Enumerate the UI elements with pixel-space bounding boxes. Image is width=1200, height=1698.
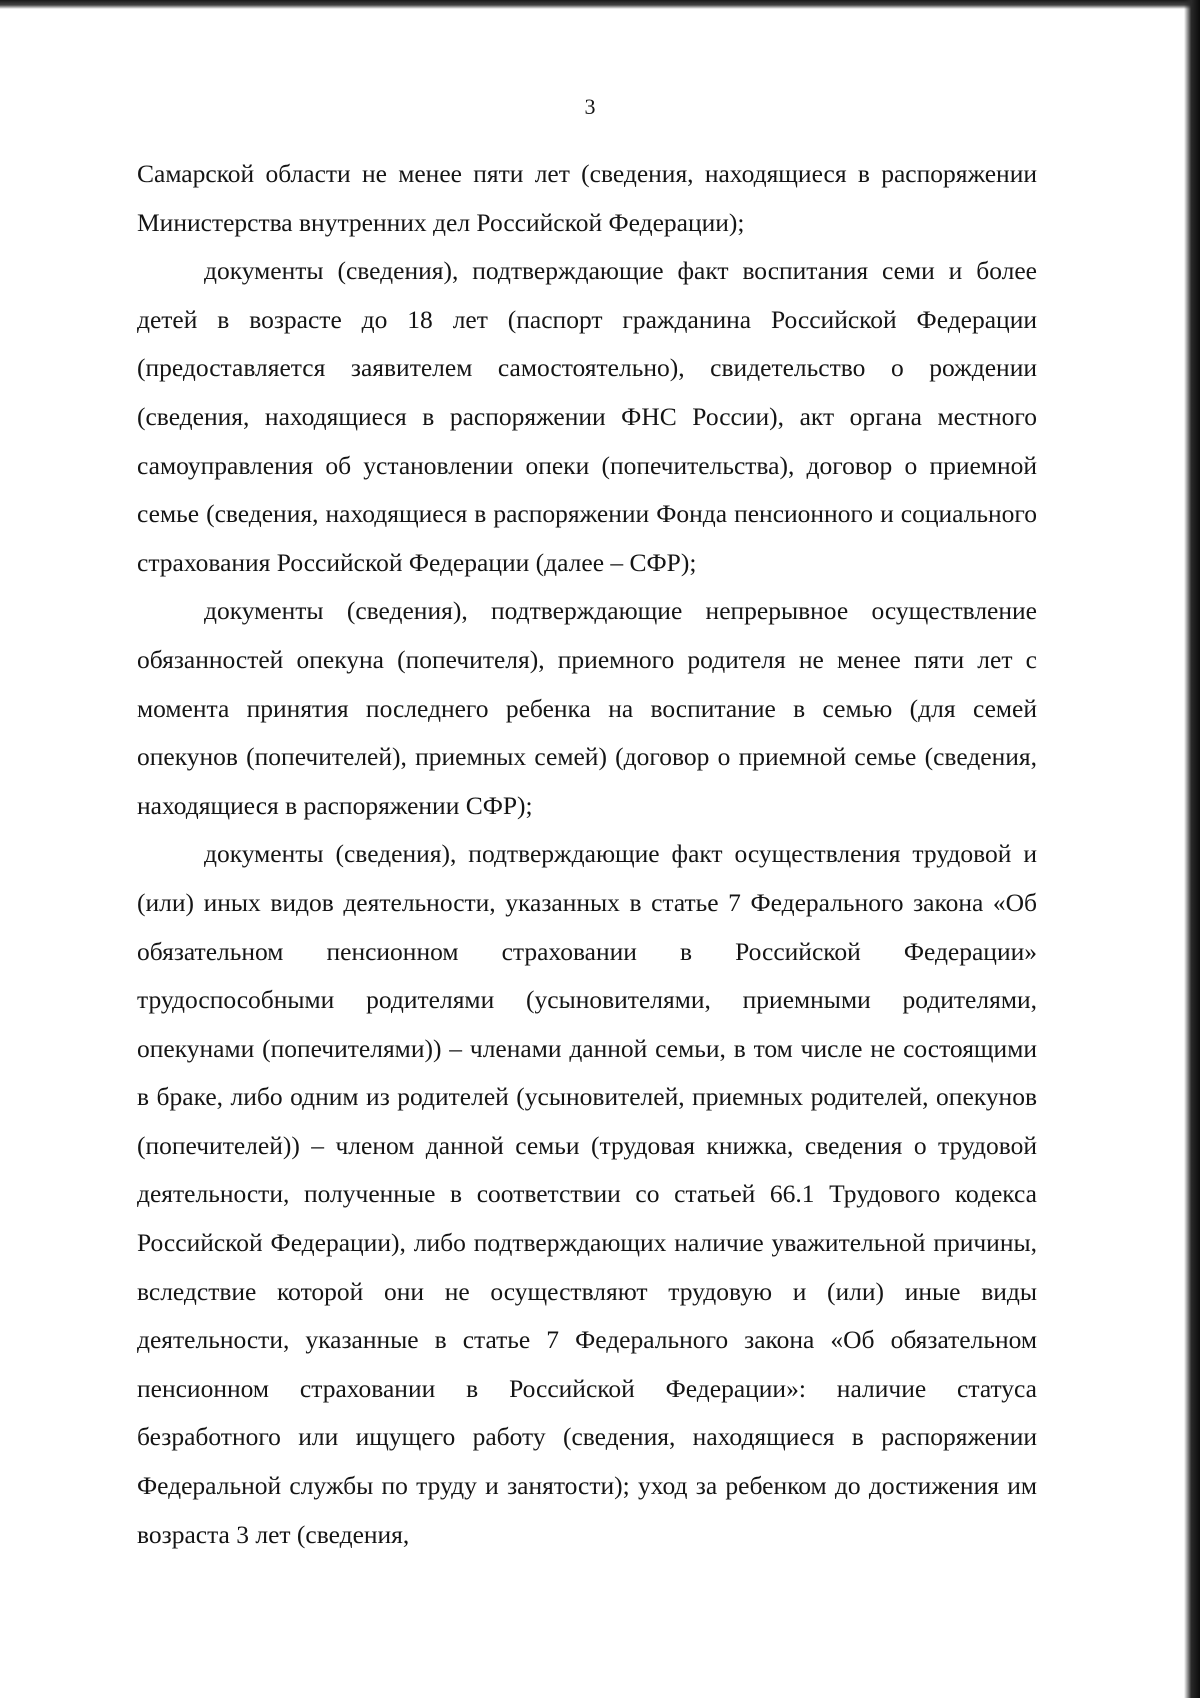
scan-right-edge: [1184, 0, 1200, 1698]
document-body: [137, 150, 1037, 1559]
page-number: 3: [584, 94, 596, 119]
paragraph-large-family-documents: документы (сведения), подтверждающие факт воспитания семи и более детей в возрасте до 18 лет (паспорт гражданина Российской Федерации (предоставляется заявителем самостоятельно), свидетельство о рождении (сведения, находящиеся в распоряжении ФНС России), акт органа местного самоуправления об установлении опеки (попечительства), договор о приемной семье (сведения, находящиеся в распоряжении Фонда пенсионного и социального страхования Российской Федерации (далее – СФР);: [137, 256, 1037, 577]
scan-top-edge: [0, 0, 1200, 9]
paragraph-guardian-duties-documents: документы (сведения), подтверждающие непрерывное осуществление обязанностей опекуна (попечителя), приемного родителя не менее пяти лет с момента принятия последнего ребенка на воспитание в семью (для семей опекунов (попечителей), приемных семей) (договор о приемной семье (сведения, находящиеся в распоряжении СФР);: [137, 596, 1037, 820]
paragraph-continuation: Самарской области не менее пяти лет (сведения, находящиеся в распоряжении Министерства внутренних дел Российской Федерации);: [137, 159, 1037, 237]
paragraph-employment-documents: документы (сведения), подтверждающие факт осуществления трудовой и (или) иных видов деятельности, указанных в статье 7 Федерального закона «Об обязательном пенсионном страховании в Российской Федерации» трудоспособными родителями (усыновителями, приемными родителями, опекунами (попечителями)) – членами данной семьи, в том числе не состоящими в браке, либо одним из родителей (усыновителей, приемных родителей, опекунов (попечителей)) – членом данной семьи (трудовая книжка, сведения о трудовой деятельности, полученные в соответствии со статьей 66.1 Трудового кодекса Российской Федерации), либо подтверждающих наличие уважительной причины, вследствие которой они не осуществляют трудовую и (или) иные виды деятельности, указанные в статье 7 Федерального закона «Об обязательном пенсионном страховании в Российской Федерации»: наличие статуса безработного или ищущего работу (сведения, находящиеся в распоряжении Федеральной службы по труду и занятости); уход за ребенком до достижения им возраста 3 лет (сведения,: [137, 839, 1037, 1549]
